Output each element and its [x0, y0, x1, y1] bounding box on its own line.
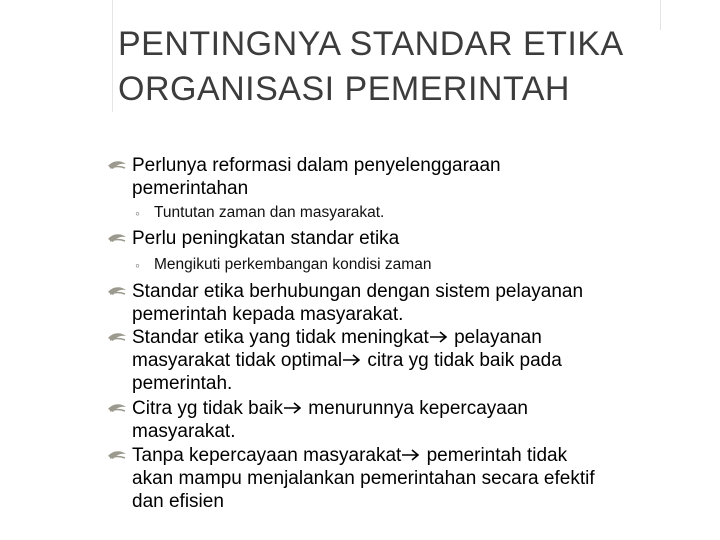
bullet-item-1: [132, 154, 501, 200]
bullet-text-line: [132, 397, 528, 420]
bullet-text-segment: Standar etika yang tidak meningkat: [132, 327, 429, 348]
bullet-text-line: masyarakat.: [132, 421, 236, 442]
bullet-text-line: [132, 444, 595, 467]
bullet-text-line: Perlunya reformasi dalam penyelenggaraan: [132, 155, 501, 176]
bullet-text-line: [132, 326, 562, 349]
bullet-text-line: Perlu peningkatan standar etika: [132, 228, 400, 249]
sub-item-2: [135, 255, 432, 275]
right-arrow-icon: [342, 353, 362, 367]
bullet-text-line: pemerintahan: [132, 178, 249, 199]
bullet-text-segment: pelayanan: [448, 327, 542, 348]
bullet-text-segment: Tanpa kepercayaan masyarakat: [132, 445, 402, 466]
sub-item-1: [135, 203, 385, 223]
bullet-item-4: [132, 326, 562, 395]
bullet-text-line: dan efisien: [132, 491, 224, 512]
right-arrow-icon: [429, 330, 449, 344]
bullet-item-6: [132, 444, 595, 513]
title-line-2: ORGANISASI PEMERINTAH: [118, 70, 570, 108]
bullet-item-3: [132, 280, 583, 326]
leaf-bullet-icon: [107, 159, 127, 173]
leaf-bullet-icon: [107, 232, 127, 246]
right-arrow-icon: [283, 401, 303, 415]
bullet-text-line: pemerintah kepada masyarakat.: [132, 304, 404, 325]
leaf-bullet-icon: [107, 331, 127, 345]
ring-bullet-icon: ◦: [135, 205, 140, 221]
bullet-text-segment: citra yg tidak baik pada: [362, 350, 562, 371]
leaf-bullet-icon: [107, 285, 127, 299]
sub-item-text: Mengikuti perkembangan kondisi zaman: [154, 256, 432, 273]
right-arrow-icon: [401, 448, 421, 462]
bullet-text-segment: masyarakat tidak optimal: [132, 350, 343, 371]
bullet-text-segment: menurunnya kepercayaan: [303, 398, 528, 419]
bullet-text-segment: Citra yg tidak baik: [132, 398, 284, 419]
bullet-text-line: pemerintah.: [132, 373, 233, 394]
bullet-text-line: Standar etika berhubungan dengan sistem pelayanan: [132, 281, 584, 302]
leaf-bullet-icon: [107, 402, 127, 416]
sub-item-text: Tuntutan zaman dan masyarakat.: [154, 204, 385, 221]
bullet-item-5: [132, 397, 528, 443]
bullet-text-segment: pemerintah tidak: [421, 445, 568, 466]
bullet-item-2: [132, 227, 399, 250]
bullet-text-line: [132, 349, 562, 372]
ring-bullet-icon: ◦: [135, 257, 140, 273]
leaf-bullet-icon: [107, 449, 127, 463]
title-line-1: PENTINGNYA STANDAR ETIKA: [118, 25, 624, 63]
bullet-text-line: akan mampu menjalankan pemerintahan secara efektif: [132, 468, 595, 489]
